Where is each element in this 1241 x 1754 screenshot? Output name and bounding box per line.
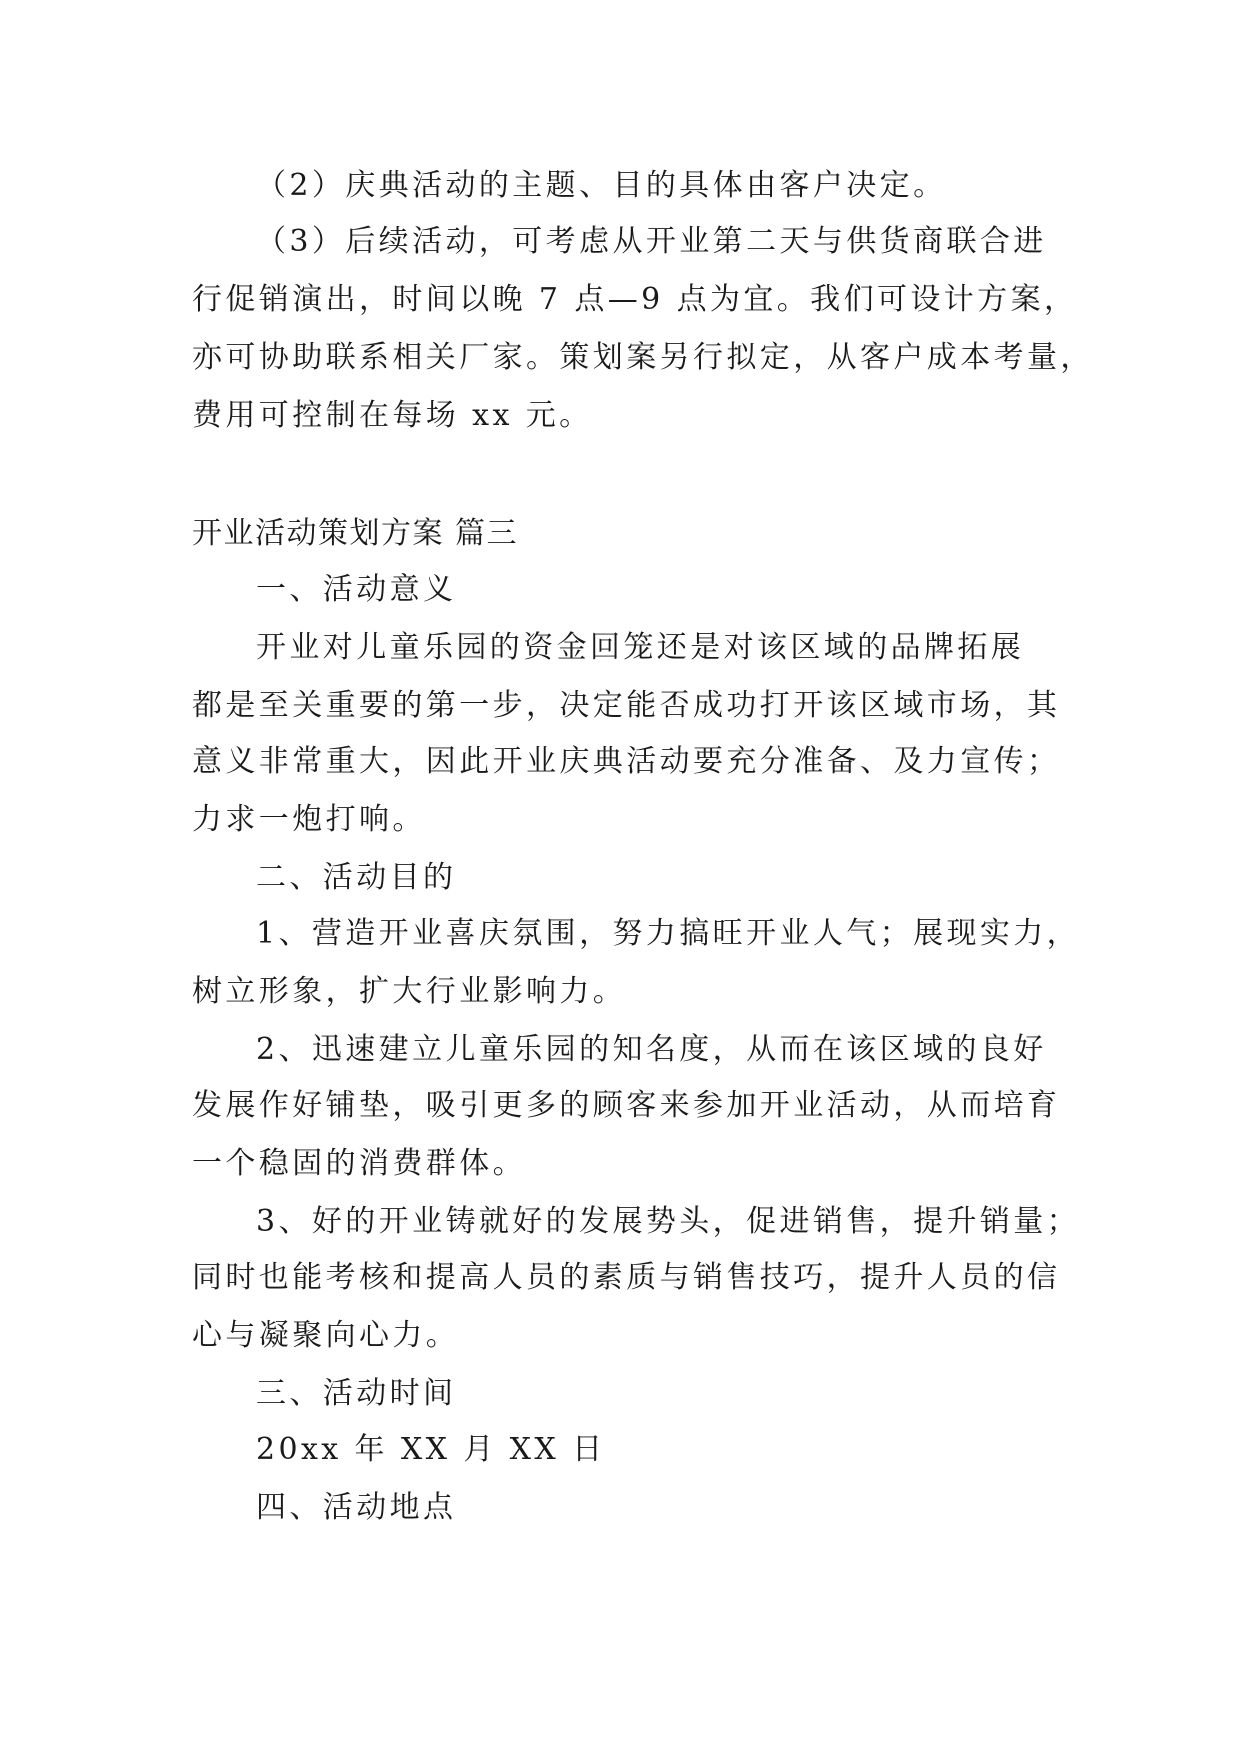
paragraph-line: 一个稳固的消费群体。 [192,1146,526,1181]
paragraph-line: 1、营造开业喜庆氛围，努力搞旺开业人气；展现实力， [256,916,1081,951]
paragraph-line: （2）庆典活动的主题、目的具体由客户决定。 [256,168,947,203]
paragraph-line: 费用可控制在每场 xx 元。 [192,398,593,433]
section-heading: 二、活动目的 [256,860,457,895]
paragraph-line: 开业对儿童乐园的资金回笼还是对该区域的品牌拓展 [256,630,1025,665]
paragraph-line: 20xx 年 XX 月 XX 日 [256,1432,606,1467]
section-title: 开业活动策划方案 篇三 [192,516,519,551]
section-heading: 一、活动意义 [256,572,457,607]
paragraph-line: 同时也能考核和提高人员的素质与销售技巧，提升人员的信 [192,1260,1061,1295]
paragraph-line: 亦可协助联系相关厂家。策划案另行拟定，从客户成本考量， [192,340,1094,375]
section-heading: 四、活动地点 [256,1490,457,1525]
paragraph-line: 力求一炮打响。 [192,802,426,837]
paragraph-line: 3、好的开业铸就好的发展势头，促进销售，提升销量； [256,1204,1081,1239]
paragraph-line: 意义非常重大，因此开业庆典活动要充分准备、及力宣传； [192,744,1061,779]
paragraph-line: 行促销演出，时间以晚 7 点—9 点为宜。我们可设计方案， [192,282,1078,317]
paragraph-line: 树立形象，扩大行业影响力。 [192,974,627,1009]
paragraph-line: （3）后续活动，可考虑从开业第二天与供货商联合进 [256,224,1047,259]
paragraph-line: 都是至关重要的第一步，决定能否成功打开该区域市场，其 [192,688,1061,723]
section-heading: 三、活动时间 [256,1376,457,1411]
paragraph-line: 心与凝聚向心力。 [192,1318,460,1353]
paragraph-line: 发展作好铺垫，吸引更多的顾客来参加开业活动，从而培育 [192,1088,1061,1123]
paragraph-line: 2、迅速建立儿童乐园的知名度，从而在该区域的良好 [256,1032,1047,1067]
